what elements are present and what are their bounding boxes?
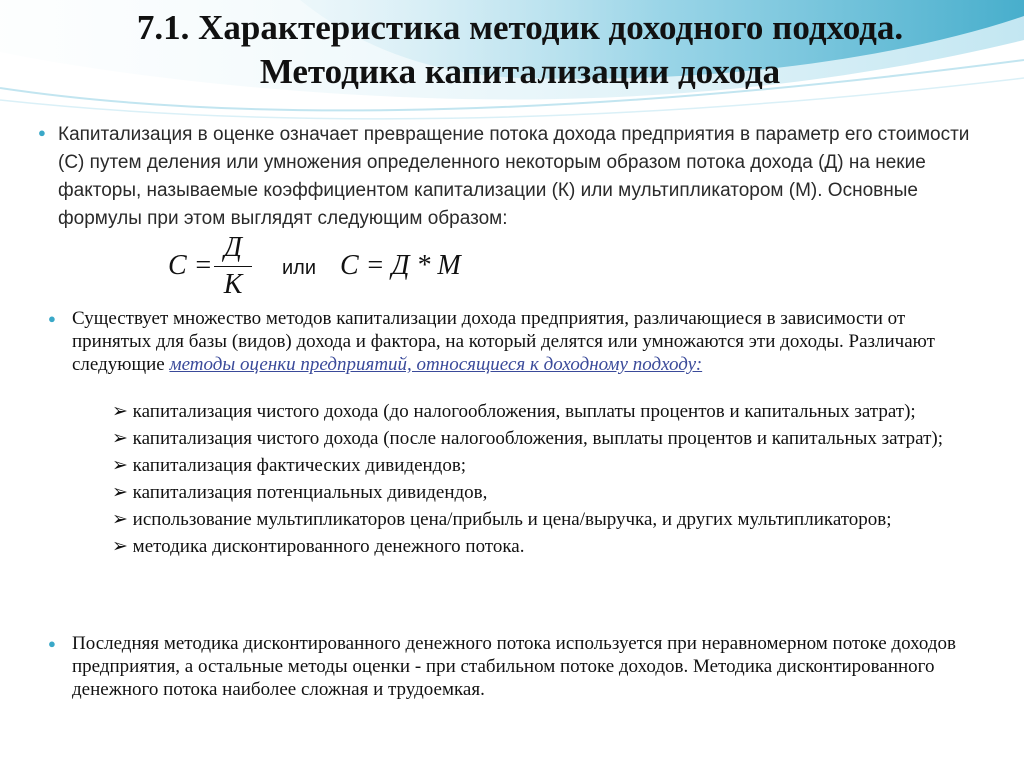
list-item: ➢ методика дисконтированного денежного потока. xyxy=(112,536,525,557)
formula-lhs: C = xyxy=(168,250,213,281)
slide-title xyxy=(60,6,980,94)
title-line-1: 7.1. Характеристика методик доходного подхода. xyxy=(136,8,904,47)
bullet-icon: ● xyxy=(48,311,56,326)
list-item: ➢ капитализация чистого дохода (до налогообложения, выплаты процентов и капитальных затрат); xyxy=(112,401,916,422)
paragraph-methods-intro xyxy=(72,307,982,376)
arrow-bullet-icon: ➢ xyxy=(112,482,128,503)
list-item: ➢ использование мультипликаторов цена/прибыль и цена/выручка, и других мультипликаторов; xyxy=(112,509,892,530)
arrow-bullet-icon: ➢ xyxy=(112,536,128,557)
arrow-bullet-icon: ➢ xyxy=(112,428,128,449)
arrow-bullet-icon: ➢ xyxy=(112,509,128,530)
formula-numerator: Д xyxy=(224,232,242,263)
bullet-icon: ● xyxy=(38,125,46,140)
paragraph-dcf-conclusion: Последняя методика дисконтированного денежного потока используется при неравномерном потоке доходов предприятия, а остальные методы оценки - при стабильном потоке доходов. Методика дисконтированного денежного потока наиболее сложная и трудоемкая. xyxy=(72,633,956,700)
arrow-bullet-icon: ➢ xyxy=(112,455,128,476)
methods-link[interactable]: методы оценки предприятий, относящиеся к доходному подходу: xyxy=(169,354,703,375)
formula-or: или xyxy=(282,257,317,279)
formula-denominator: К xyxy=(223,269,243,300)
bullet-icon: ● xyxy=(48,636,56,651)
formula-fraction xyxy=(214,232,252,301)
fraction-bar xyxy=(214,266,252,267)
title-line-2: Методика капитализации дохода xyxy=(259,52,781,91)
list-item: ➢ капитализация фактических дивидендов; xyxy=(112,455,467,476)
methods-list xyxy=(112,400,972,562)
methods-intro-text: Существует множество методов капитализации дохода предприятия, различающиеся в зависимости от принятых для базы (видов) дохода и фактора, на который делятся или умножаются эти доходы. Различают следующие xyxy=(72,308,935,375)
formula-multiplier: C = Д * М xyxy=(340,250,461,281)
paragraph-capitalization-definition: Капитализация в оценке означает превращение потока дохода предприятия в параметр его стоимости (С) путем деления или умножения определенного некоторым образом потока дохода (Д) на некие факторы, называемые коэффициентом капитализации (К) или мультипликатором (М). Основные формулы при этом выглядят следующим образом: xyxy=(58,124,970,229)
arrow-bullet-icon: ➢ xyxy=(112,401,128,422)
list-item: ➢ капитализация потенциальных дивидендов, xyxy=(112,482,488,503)
list-item: ➢ капитализация чистого дохода (после налогообложения, выплаты процентов и капитальных затрат); xyxy=(112,428,943,449)
